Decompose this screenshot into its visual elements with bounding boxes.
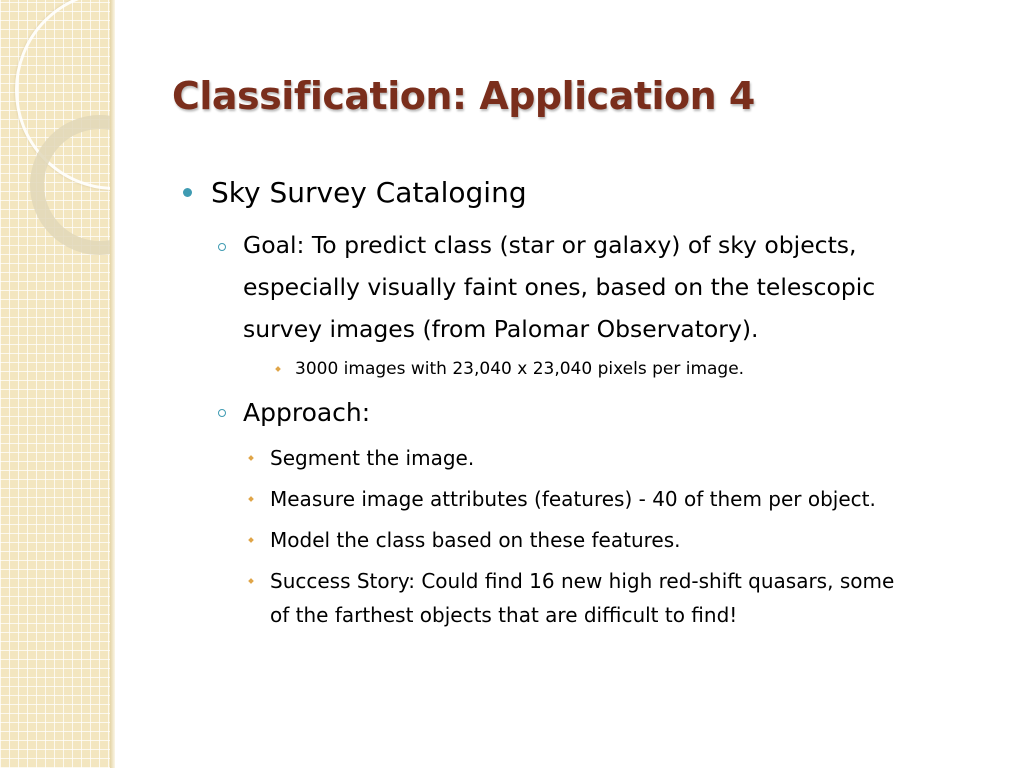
- heading-bullet: Sky Survey Cataloging: [211, 176, 527, 209]
- success-story-line: of the farthest objects that are difficult to find!: [270, 603, 738, 627]
- side-panel-edge: [110, 0, 115, 768]
- success-story-line: Success Story: Could find 16 new high red-shift quasars, some: [270, 569, 895, 593]
- goal-line: survey images (from Palomar Observatory).: [243, 315, 759, 343]
- bullet-diamond-icon: [248, 578, 254, 584]
- goal-detail: 3000 images with 23,040 x 23,040 pixels per image.: [295, 359, 745, 379]
- success-story: [270, 564, 894, 632]
- approach-step: Model the class based on these features.: [270, 528, 681, 552]
- approach-label: Approach:: [243, 398, 371, 427]
- decorative-side-panel: [0, 0, 110, 768]
- goal-line: especially visually faint ones, based on the telescopic: [243, 273, 876, 301]
- approach-step: Measure image attributes (features) - 40 of them per object.: [270, 487, 876, 511]
- bullet-diamond-icon: [275, 366, 281, 372]
- slide-title: Classification: Application 4: [172, 74, 755, 118]
- bullet-dot-icon: [183, 188, 192, 197]
- bullet-diamond-icon: [248, 455, 254, 461]
- approach-step: Segment the image.: [270, 446, 475, 470]
- bullet-diamond-icon: [248, 496, 254, 502]
- bullet-diamond-icon: [248, 537, 254, 543]
- goal-line: Goal: To predict class (star or galaxy) of sky objects,: [243, 231, 857, 259]
- bullet-ring-icon: [218, 409, 226, 417]
- bullet-ring-icon: [218, 243, 226, 251]
- goal-text: [243, 224, 875, 350]
